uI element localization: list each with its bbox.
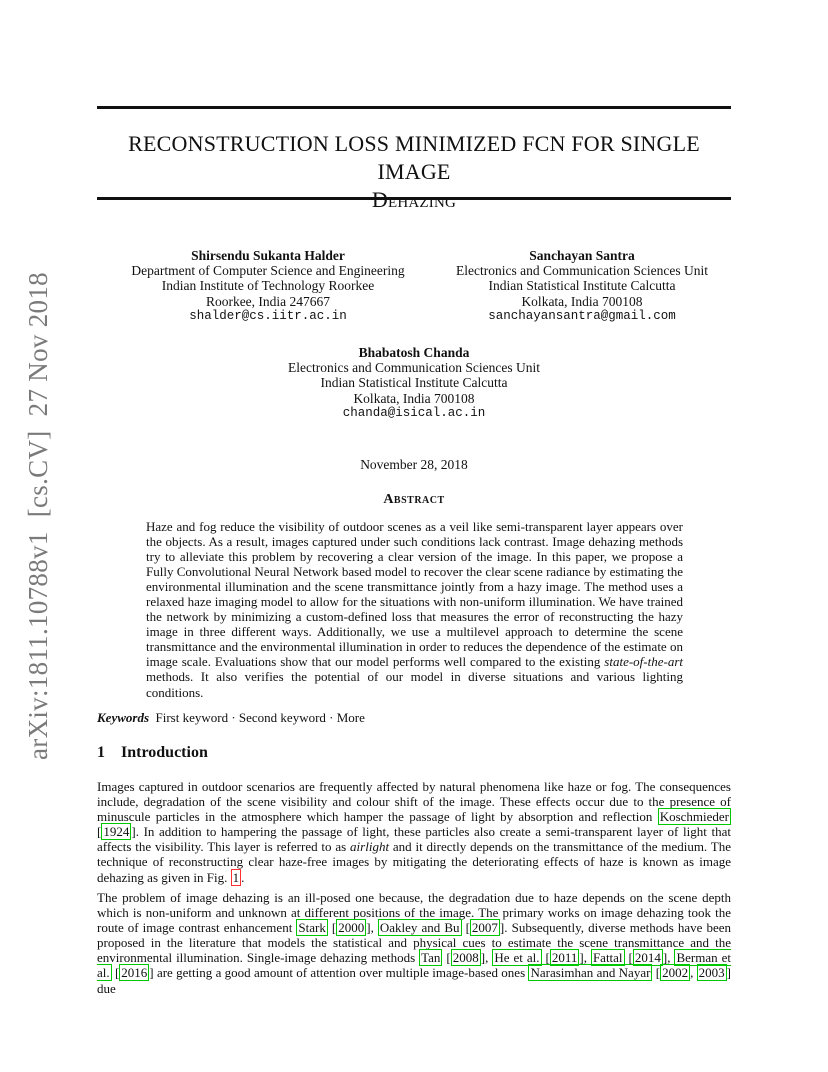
citation-year-link[interactable]: 2007: [471, 920, 498, 936]
author-name: Shirsendu Sukanta Halder: [191, 248, 345, 263]
figure-ref-link[interactable]: 1: [232, 869, 240, 885]
section-number: 1: [97, 744, 105, 761]
author-block: [264, 345, 564, 421]
author-institution: Indian Statistical Institute Calcutta: [488, 278, 676, 294]
author-affiliation: Electronics and Communication Sciences Unit: [456, 263, 708, 279]
abstract-heading: Abstract: [383, 492, 445, 507]
keywords-text: First keyword · Second keyword · More: [155, 710, 365, 725]
citation-year-link[interactable]: 1924: [103, 824, 130, 840]
author-email[interactable]: chanda@isical.ac.in: [342, 405, 486, 420]
title-line-2: [97, 186, 731, 214]
section-heading: [97, 744, 208, 762]
author-address: Kolkata, India 700108: [353, 390, 475, 406]
intro-paragraph-2: The problem of image dehazing is an ill-posed one because, the degradation due to haze depends on the scene depth which is non-uniform and unknown at different positions of the image. The primary works on image dehazing took the route of image contrast enhancement Stark [ 2000 ], Oakley and Bu [ 2007 ]. Subsequently, diverse methods have been proposed in the literature that models the statistical and physical cues to estimate the scene transmittance and the environmental illumination. Single-image dehazing methods Tan [ 2008 ], He et al. [ 2011 ], Fattal [ 2014 ], Berman et al. [ 2016 ] are getting a good amount of attention over multiple image-based ones Narasimhan and Nayar [ 2002 , 2003 ] due: [97, 890, 732, 996]
author-name: Sanchayan Santra: [529, 248, 635, 263]
citation-year-link[interactable]: 2011: [551, 950, 578, 966]
author-email[interactable]: shalder@cs.iitr.ac.in: [189, 308, 347, 323]
author-affiliation: Electronics and Communication Sciences Unit: [288, 360, 540, 376]
paper-date: November 28, 2018: [360, 457, 468, 472]
citation-link[interactable]: Koschmieder: [659, 809, 729, 825]
author-institution: Indian Statistical Institute Calcutta: [320, 375, 508, 391]
citation-link[interactable]: Narasimhan and Nayar: [530, 965, 651, 981]
paper-title: [97, 130, 731, 214]
citation-link[interactable]: Berman et al.: [97, 950, 731, 981]
citation-link[interactable]: Oakley and Bu: [379, 920, 460, 936]
arxiv-identifier: arXiv:1811.10788v1 [cs.CV] 27 Nov 2018: [23, 272, 53, 760]
author-address: Kolkata, India 700108: [521, 293, 643, 309]
citation-link[interactable]: Tan: [421, 950, 441, 966]
author-email[interactable]: sanchayansantra@gmail.com: [488, 308, 676, 323]
keywords-label: Keywords: [97, 710, 149, 725]
author-name: Bhabatosh Chanda: [358, 345, 470, 360]
citation-link[interactable]: Fattal: [592, 950, 623, 966]
author-block: [118, 248, 418, 324]
citation-link[interactable]: He et al.: [494, 950, 540, 966]
citation-year-link[interactable]: 2000: [338, 920, 365, 936]
author-block: [432, 248, 732, 324]
author-affiliation: Department of Computer Science and Engineering: [131, 263, 405, 279]
section-title: Introduction: [121, 744, 208, 761]
keywords-line: [97, 710, 365, 726]
citation-link[interactable]: Stark: [298, 920, 326, 936]
bottom-rule: [97, 197, 731, 200]
author-institution: Indian Institute of Technology Roorkee: [161, 278, 375, 294]
citation-year-link[interactable]: 2002: [662, 965, 689, 981]
citation-year-link[interactable]: 2014: [634, 950, 661, 966]
citation-year-link[interactable]: 2016: [121, 965, 148, 981]
citation-year-link[interactable]: 2008: [452, 950, 479, 966]
author-address: Roorkee, India 247667: [205, 293, 331, 309]
title-line-1: RECONSTRUCTION LOSS MINIMIZED FCN FOR SINGLE IMAGE: [128, 131, 700, 184]
abstract-text: Haze and fog reduce the visibility of outdoor scenes as a veil like semi-transparent layer appears over the objects. As a result, images captured under such conditions lack contrast. Image dehazing methods try to alleviate this problem by recovering a clear version of the image. In this paper, we propose a Fully Convolutional Neural Network based model to recover the clear scene radiance by estimating the environmental illumination and the scene transmittance jointly from a hazy image. The method uses a relaxed haze imaging model to allow for the situations with non-uniform illumination. We have trained the network by minimizing a custom-defined loss that measures the error of reconstructing the hazy image in three different ways. Additionally, we use a multilevel approach to determine the scene transmittance and the environmental illumination in order to reduces the dependence of the estimate on image scale. Evaluations show that our model performs well compared to the existing state-of-the-art methods. It also verifies the potential of our model in diverse situations and various lighting conditions.: [146, 519, 683, 700]
citation-year-link[interactable]: 2003: [698, 965, 725, 981]
top-rule: [97, 106, 731, 109]
intro-paragraph-1: Images captured in outdoor scenarios are frequently affected by natural phenomena like haze or fog. The consequences include, degradation of the scene visibility and colour shift of the image. These effects occur due to the presence of minuscule particles in the atmosphere which hamper the passage of light by absorption and reflection Koschmieder [ 1924 ]. In addition to hampering the passage of light, these particles also create a semi-transparent layer of light that affects the visibility. This layer is referred to as airlight and it directly depends on the transmittance of the medium. The technique of reconstructing clear haze-free images by mitigating the deteriorating effects of haze is known as image dehazing as given in Fig. 1 .: [97, 779, 731, 885]
